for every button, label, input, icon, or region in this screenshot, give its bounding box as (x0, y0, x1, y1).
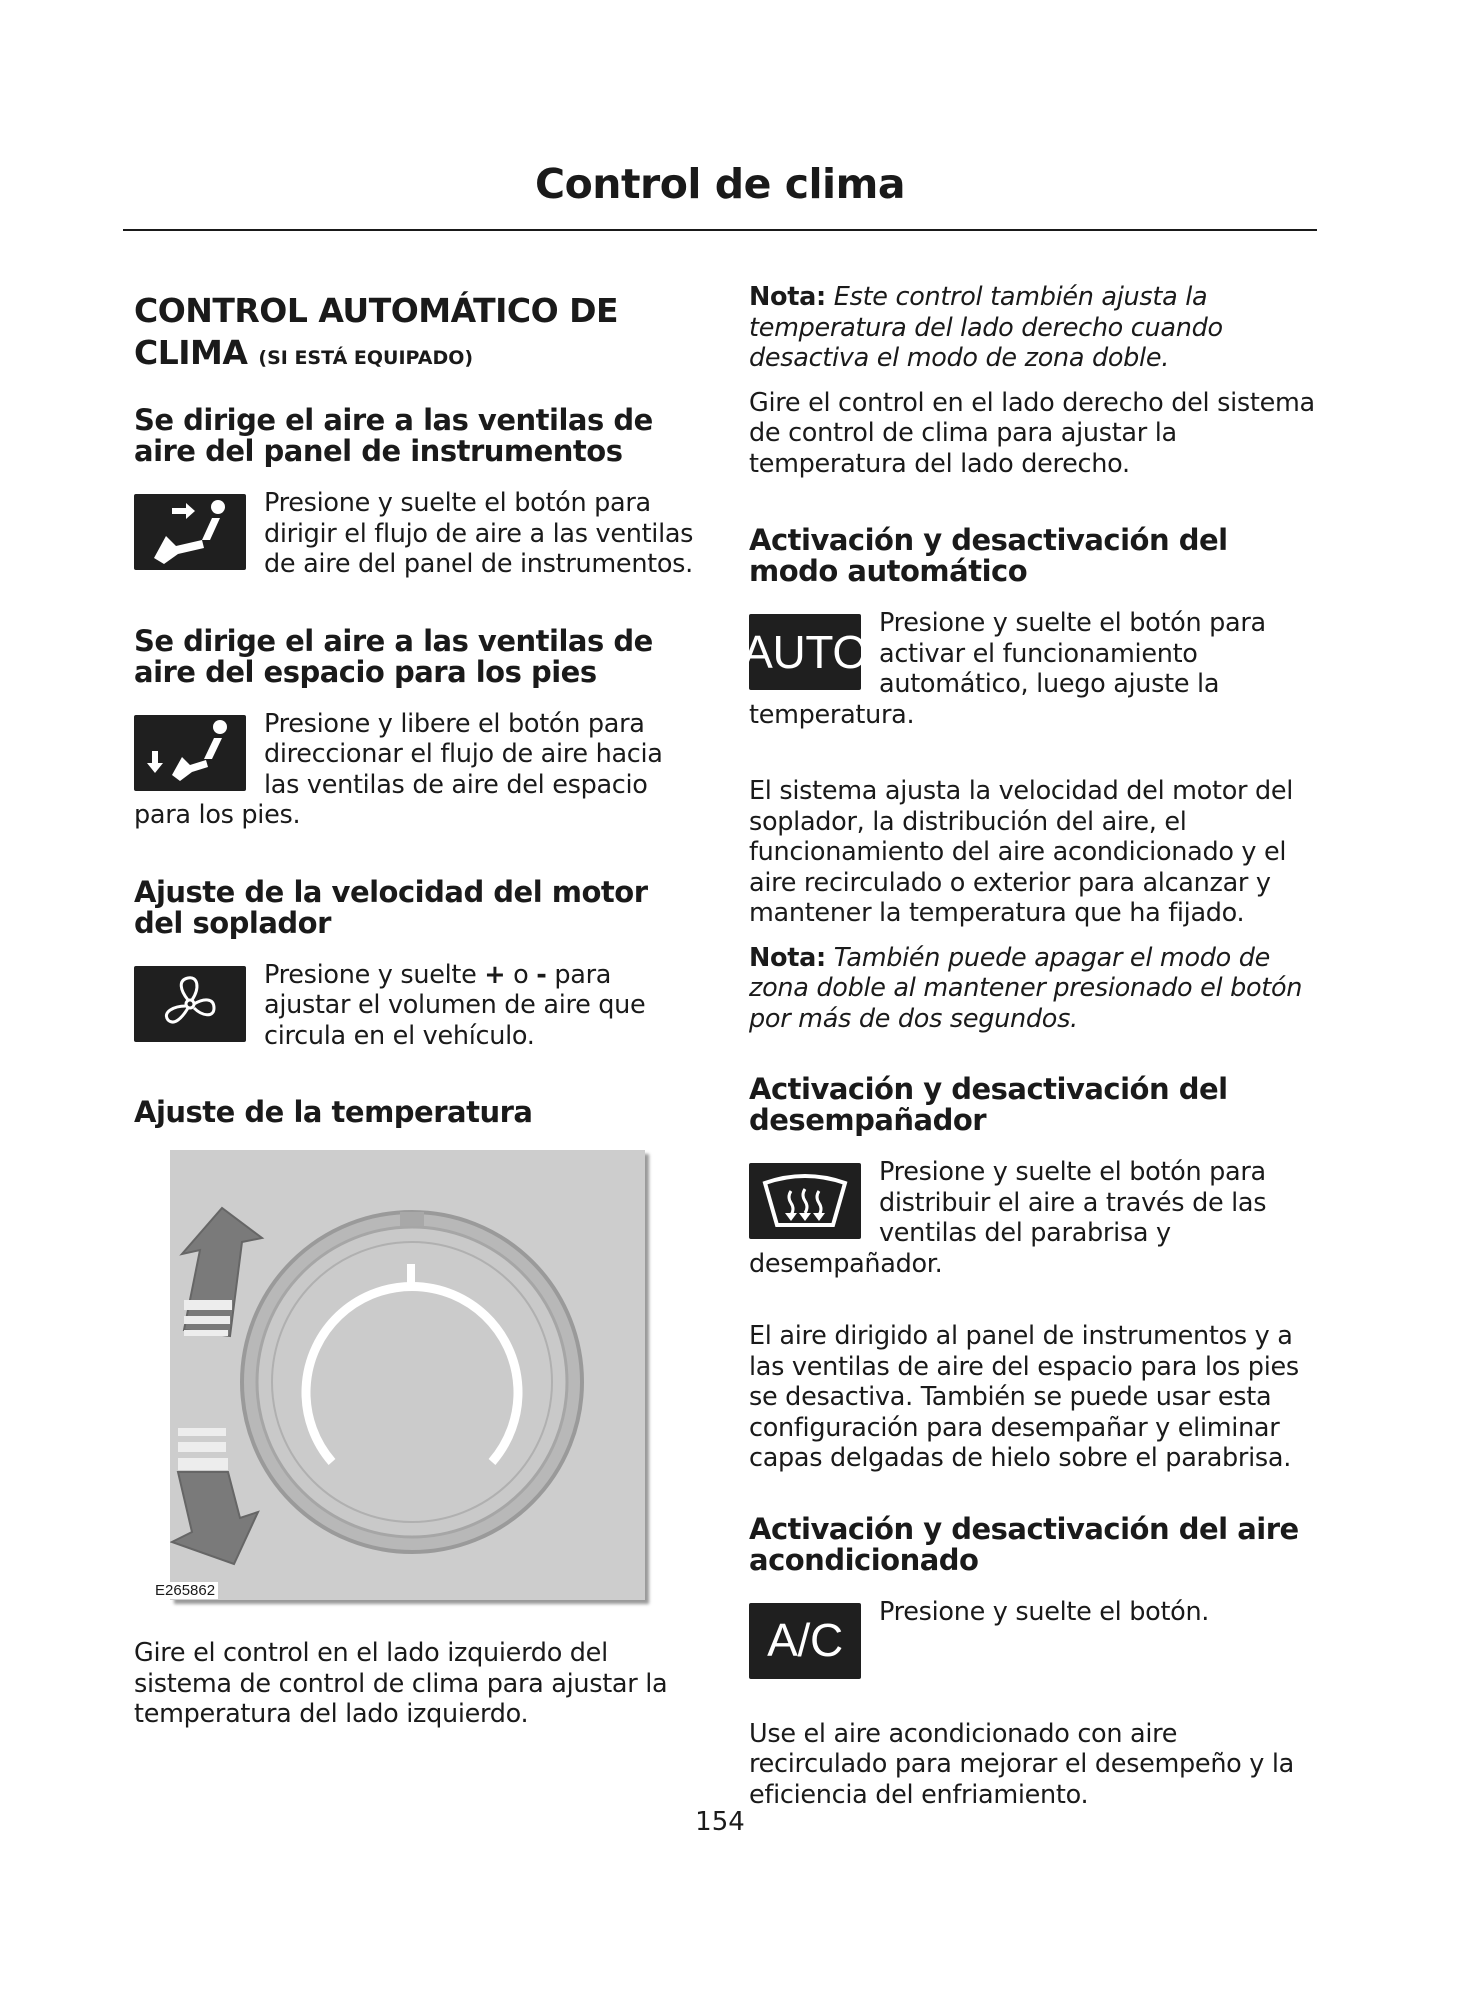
note-dual-zone (749, 282, 1317, 374)
auto-heading: Activación y desactivación del modo automático (749, 523, 1228, 588)
ac-info-text: Use el aire acondicionado con aire recirculado para mejorar el desempeño y la eficiencia del enfriamiento. (749, 1718, 1294, 1810)
ac-block (749, 1597, 1317, 1683)
title-rule (123, 229, 1317, 231)
main-heading-suffix: (SI ESTÁ EQUIPADO) (258, 347, 474, 369)
note-dual-zone-off (749, 943, 1317, 1035)
panel-vent-block (134, 488, 694, 580)
page-number: 154 (695, 1807, 745, 1837)
defrost-heading: Activación y desactivación del desempañador (749, 1072, 1228, 1137)
ac-text: Presione y suelte el botón. (879, 1596, 1210, 1627)
floor-vent-icon (134, 715, 246, 791)
defrost-info-text: El aire dirigido al panel de instrumentos y a las ventilas de aire del espacio para los pies se desactiva. También se puede usar esta configuración para desempañar y eliminar capas delgadas de hielo sobre el parabrisa. (749, 1321, 1299, 1473)
system-text: El sistema ajusta la velocidad del motor del soplador, la distribución del aire, el funcionamiento del aire acondicionado y el aire recirculado o exterior para alcanzar y mantener la temperatura que ha fijado. (749, 776, 1294, 928)
floor-vent-block (134, 709, 694, 831)
temperature-dial-illustration (170, 1150, 653, 1606)
blower-text-3: para ajustar el volumen de aire que circula en el vehículo. (264, 959, 646, 1051)
floor-vent-heading: Se dirige el aire a las ventilas de aire del espacio para los pies (134, 623, 653, 689)
floor-vent-text: Presione y libere el botón para direccionar el flujo de aire hacia las ventilas de aire del espacio para los pies. (134, 708, 663, 830)
windshield-defrost-icon (749, 1163, 861, 1239)
minus-symbol: - (536, 959, 547, 990)
blower-block (134, 960, 694, 1052)
plus-symbol: + (484, 959, 506, 990)
blower-text-2: o (505, 959, 537, 990)
panel-vent-icon (134, 494, 246, 570)
panel-vent-text: Presione y suelte el botón para dirigir el flujo de aire a las ventilas de aire del panel de instrumentos. (264, 488, 694, 579)
main-heading (134, 290, 694, 379)
right-column (742, 282, 1317, 1824)
figure-code: E265862 (152, 1582, 218, 1599)
panel-vent-heading: Se dirige el aire a las ventilas de aire del panel de instrumentos (134, 403, 653, 468)
ac-heading: Activación y desactivación del aire acondicionado (749, 1511, 1299, 1577)
defrost-text: Presione y suelte el botón para distribuir el aire a través de las ventilas del parabrisa y desempañador. (749, 1157, 1267, 1279)
ac-button-icon: A/C (749, 1603, 861, 1679)
fan-icon (134, 966, 246, 1042)
defrost-block (749, 1157, 1317, 1279)
note-label-2: Nota: (749, 942, 826, 973)
temperature-dial-figure (155, 1150, 653, 1606)
auto-button-icon: AUTO (749, 614, 861, 690)
main-heading-text: CONTROL AUTOMÁTICO DE CLIMA (134, 291, 619, 372)
note-label: Nota: (749, 282, 826, 312)
right-temp-text: Gire el control en el lado derecho del sistema de control de clima para ajustar la temperatura del lado derecho. (749, 387, 1315, 479)
auto-text: Presione y suelte el botón para activar el funcionamiento automático, luego ajuste la temperatura. (749, 608, 1266, 730)
page-title: Control de clima (535, 160, 905, 208)
note-text-2: También puede apagar el modo de zona doble al mantener presionado el botón por más de dos segundos. (749, 942, 1303, 1034)
temperature-text: Gire el control en el lado izquierdo del sistema de control de clima para ajustar la temperatura del lado izquierdo. (134, 1638, 668, 1729)
auto-block (742, 608, 1317, 730)
blower-heading: Ajuste de la velocidad del motor del soplador (134, 874, 648, 940)
note-text: Este control también ajusta la temperatura del lado derecho cuando desactiva el modo de zona doble. (749, 282, 1223, 373)
left-column (134, 282, 694, 1744)
blower-text (264, 960, 645, 1051)
blower-text-1: Presione y suelte (264, 959, 485, 990)
temperature-heading: Ajuste de la temperatura (134, 1095, 533, 1129)
